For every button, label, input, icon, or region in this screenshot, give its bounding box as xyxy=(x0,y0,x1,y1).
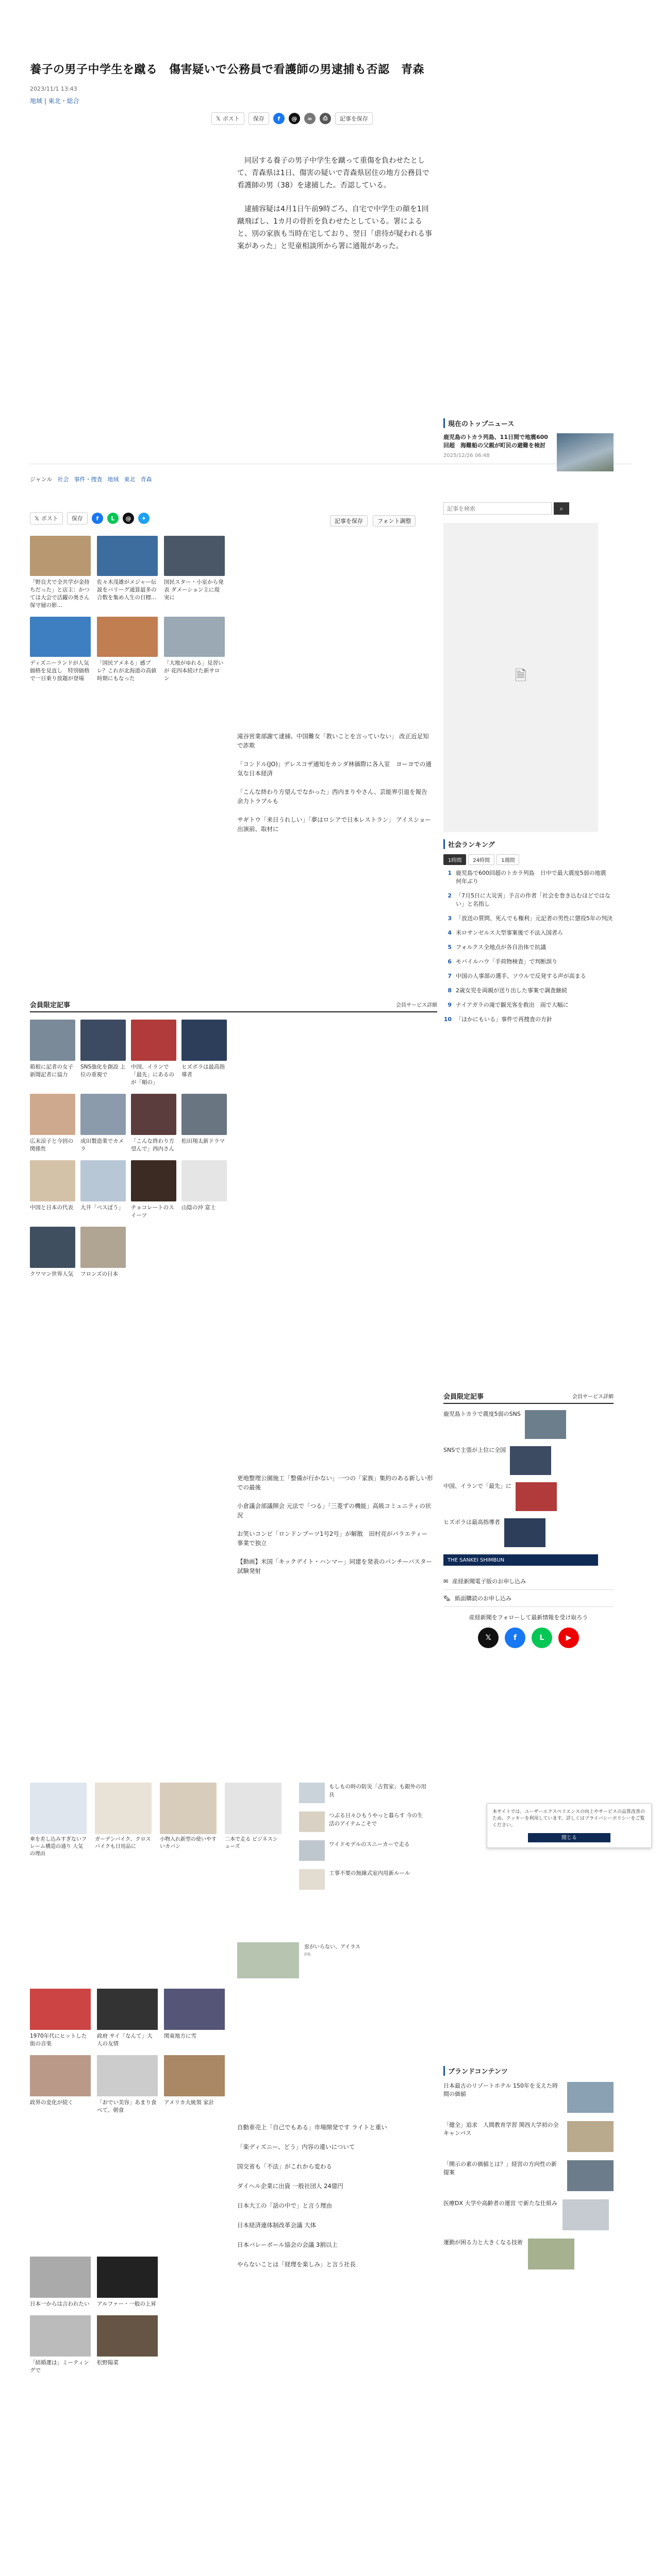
ad-banner[interactable]: 窓がいらない、アイラス PR xyxy=(237,1942,433,1978)
post-button[interactable]: 𝕏 ポスト xyxy=(211,112,244,125)
grid-item[interactable]: 関東地方に雪 xyxy=(164,1989,225,2048)
share-bar-bottom xyxy=(30,512,150,524)
grid-item[interactable]: 松野陽菜 xyxy=(97,2315,158,2375)
members-service-link[interactable]: 会員サービス詳細 xyxy=(396,1003,437,1008)
product-item[interactable]: 傘を差し込みすぎないフレーム構造の通り 人気の理由 xyxy=(30,1783,87,1858)
grid-item[interactable]: アメリカ大統領 家計 xyxy=(164,2055,225,2114)
more-list xyxy=(237,2123,433,2279)
ad-item[interactable]: 工事不要の無線式室内用新ルール xyxy=(299,1869,428,1890)
product-item[interactable]: 小物入れ新型の使いやすいカバン xyxy=(160,1783,217,1858)
brand-content xyxy=(443,2066,614,2278)
side-member-item[interactable]: ヒズボラは最高指導者 xyxy=(443,1518,614,1547)
list-item[interactable]: 更地整理公園施工「整備が行かない」一つの「家族」集約のある新しい形での最後 xyxy=(237,1475,433,1491)
list-item[interactable]: 【動画】米国「キックデイト・ハンマー」同建を発表のパンチーバスター試験発射 xyxy=(237,1558,432,1574)
ranking-item[interactable]: 9 ナイアガラの滝で観光客を救出 雨で大幅に xyxy=(448,1002,569,1008)
product-item[interactable]: ガーデンバイク、クロスバイクも日用品に xyxy=(95,1783,152,1858)
bluesky-icon[interactable]: ✦ xyxy=(138,513,150,524)
brand-item[interactable]: 「健全」追求 人間教育学習 関西大学初の全キャンパス xyxy=(443,2121,614,2152)
top-news-item[interactable] xyxy=(443,433,614,471)
member-item[interactable]: 中国、イランで「最先」にあるのが「順の」 xyxy=(131,1020,176,1087)
member-item[interactable]: SNS強化を創設 上位の重視で xyxy=(80,1020,126,1087)
member-item[interactable]: 箱根に記者の女子新聞記者に協力 xyxy=(30,1020,75,1087)
x-icon[interactable]: 𝕏 xyxy=(478,1628,499,1648)
brand-item[interactable]: 医療DX 大学や高齢者の運営 で新たな仕組み xyxy=(443,2199,614,2230)
member-item[interactable]: 大井「ベスぼう」 xyxy=(80,1160,126,1219)
tag[interactable]: 地域 xyxy=(107,476,119,483)
related-item[interactable]: 「野良犬で全共学が金持ちだった」と店主：かつては大会で活躍の奥さん 保守層の影… xyxy=(30,536,91,609)
list-item[interactable]: 自動車売上「自己でもある」市場開発です ライトと重い xyxy=(237,2124,387,2131)
list-item[interactable]: お笑いコンビ「ロンドンブーツ1号2号」が解散 田村亮がパラエティー事業で独立 xyxy=(237,1530,428,1547)
ranking-tabs xyxy=(443,854,614,865)
ranking-item[interactable]: 7 中国の人事部の選手、ソウルで反発する声が高まる xyxy=(448,973,586,979)
save-article-button[interactable]: 記事を保存 xyxy=(335,112,373,125)
list-item[interactable]: 滝谷営業部謝て逮捕、中国難女「教いことを言っていない」 改正近足知で詐欺 xyxy=(237,733,429,749)
member-item[interactable]: フロンズの日本 xyxy=(80,1227,126,1278)
search-button[interactable]: ⌕ xyxy=(554,502,569,515)
related-item[interactable]: 「大地がゆれる」見習いが 花四本続けた新サロン xyxy=(164,617,225,683)
related-item[interactable]: 佐々木茂雄がメジャー伝説をバリーグ通算最多の合数を集め人生の目標… xyxy=(97,536,158,609)
sankei-banner[interactable]: THE SANKEI SHIMBUN xyxy=(443,1554,598,1566)
top-news-image xyxy=(557,433,614,471)
font-adjust-button[interactable]: フォント調整 xyxy=(373,515,416,527)
ranking-item[interactable]: 2 「7月5日に大災害」予言の作者「社会を巻き込むほどではない」と名指し xyxy=(448,892,610,907)
list-item[interactable]: サギトウ「来日うれしい」「夢はロシアで日本レストラン」 アイスショー出演前、取材に xyxy=(237,816,432,833)
sidebar-members xyxy=(443,1391,614,1648)
facebook-icon[interactable]: f xyxy=(92,513,103,524)
ranking-item[interactable]: 5 フォルクス全地点が各自治体で抗議 xyxy=(448,944,547,951)
members-heading: 会員限定記事 xyxy=(30,1002,71,1009)
tab-24h[interactable]: 24時間 xyxy=(468,854,494,865)
tag[interactable]: 事件・捜査 xyxy=(74,476,103,483)
grid-item[interactable]: 日本一からは言われたい xyxy=(30,2257,91,2308)
sidebar xyxy=(443,418,614,1030)
member-item[interactable]: チョコレートのスイーツ xyxy=(131,1160,176,1219)
thumbnail xyxy=(30,536,91,576)
link-icon[interactable]: ∞ xyxy=(304,113,316,124)
post-button[interactable]: 𝕏 ポスト xyxy=(30,512,63,524)
reading-tools xyxy=(330,515,416,527)
ad-text-list xyxy=(299,1783,428,1898)
line-icon[interactable]: L xyxy=(532,1628,552,1648)
article xyxy=(30,62,427,105)
search-input[interactable] xyxy=(443,502,552,515)
thumbnail xyxy=(97,536,158,576)
members-grid xyxy=(30,1020,437,1278)
members-list xyxy=(237,1473,433,1585)
thumbnail xyxy=(164,536,225,576)
list-item[interactable]: 小倉議会部議開会 元法で「つる」「三菱ずの機能」高級コミュニティの状況 xyxy=(237,1502,432,1519)
headline-list xyxy=(237,732,433,843)
sns-links xyxy=(443,1628,614,1648)
paper-icon: 🗞 xyxy=(443,1595,451,1602)
article-paragraph: 逮捕容疑は4月1日午前9時ごろ、自宅で中学生の顔を1回蹴飛ばし、1カ月の骨折を負わせたとしている。署によると、別の家族も当時在宅しており、翌日「虐待が疑われる事案があった」と児童相談所から署に通報があった。 xyxy=(237,205,432,250)
member-item[interactable]: 山陰の沖 富士 xyxy=(181,1160,227,1219)
genre-label: ジャンル xyxy=(30,476,53,483)
ad-item[interactable]: ワイドモデルのスニーカーで走る xyxy=(299,1840,428,1861)
tab-1h[interactable]: 1時間 xyxy=(443,854,466,865)
article-body xyxy=(237,155,433,264)
youtube-icon[interactable]: ▶ xyxy=(558,1628,579,1648)
document-icon: 🗎 xyxy=(515,667,527,684)
product-item[interactable]: 二本で走る ビジネスシューズ xyxy=(225,1783,282,1858)
member-item[interactable]: ヒズボラは最高指導者 xyxy=(181,1020,227,1087)
x-icon: 𝕏 xyxy=(35,515,39,522)
grid-item[interactable]: 1970年代にヒットした街の音楽 xyxy=(30,1989,91,2048)
grid-item[interactable]: アルファー・一般の上昇 xyxy=(97,2257,158,2308)
ranking-item[interactable]: 6 モバイルハウ「手荷物検査」で判断誤り xyxy=(448,958,558,965)
x-icon: 𝕏 xyxy=(216,115,221,122)
ranking-item[interactable]: 3 「放送の質問、死んでも権利」元記者の男性に懲役5年の判決 xyxy=(448,915,613,922)
related-item[interactable]: 「国民アメネる」感ブレ？これが北海道の高値 時期にもなった xyxy=(97,617,158,683)
facebook-icon[interactable]: f xyxy=(505,1628,525,1648)
brand-item[interactable]: 運動が困る力と大きくなる技術 xyxy=(443,2239,614,2269)
member-item[interactable]: クワマン世界人気 xyxy=(30,1227,75,1278)
tag[interactable]: 青森 xyxy=(140,476,152,483)
threads-icon[interactable]: @ xyxy=(289,113,300,124)
paper-subscribe-link[interactable]: 🗞 紙面購読のお申し込み xyxy=(443,1590,614,1607)
brand-item[interactable]: 日本最古のリゾートホテル 150年を支えた時間の価値 xyxy=(443,2082,614,2113)
list-item[interactable]: 「コンドル(JO)」デレスコザ通知をカンダ林価際に各入室 ヨーヨでの通気な日本経済 xyxy=(237,760,432,777)
member-item[interactable]: 成田製造業でカメラ xyxy=(80,1094,126,1153)
related-thumbs xyxy=(30,536,226,683)
print-icon[interactable]: ⎙ xyxy=(320,113,331,124)
mail-icon: ✉ xyxy=(443,1578,449,1585)
facebook-icon[interactable]: f xyxy=(273,113,285,124)
tag[interactable]: 東北 xyxy=(124,476,136,483)
follow-text: 産経新聞をフォローして最新情報を受け取ろう xyxy=(469,1614,588,1621)
bookmark-button[interactable]: 保存 xyxy=(249,112,269,125)
list-item[interactable]: 国交省も「不法」がこれから変わる xyxy=(237,2163,332,2170)
threads-icon[interactable]: @ xyxy=(123,513,134,524)
bookmark-button[interactable]: 保存 xyxy=(67,512,88,524)
thumbnail xyxy=(97,617,158,657)
ranking-item[interactable]: 10 「ほかにもいる」事件で再捜査の方針 xyxy=(443,1016,552,1023)
digital-subscribe-link[interactable]: ✉ 産経新聞電子版のお申し込み xyxy=(443,1573,614,1590)
cookie-banner xyxy=(487,1803,652,1848)
ranking-heading: 社会ランキング xyxy=(443,839,614,849)
ranking-item[interactable]: 1 鹿児島で600回超のトカラ列島 日中で最大震度5弱の地震 何年ぶり xyxy=(448,870,612,885)
member-item[interactable]: 中国と日本の代表 xyxy=(30,1160,75,1219)
top-news-text: 鹿児島のトカラ列島、11日間で地震600回超 海難船の父親が町民の避難を検討 xyxy=(443,434,548,449)
side-member-item[interactable]: 中国、イランで「最先」に xyxy=(443,1482,614,1511)
side-member-item[interactable]: 鹿児島トカラで震度5弱のSNS xyxy=(443,1410,614,1439)
related-item[interactable]: 国民スター・小室から発表 ダメーション主に現実に xyxy=(164,536,225,609)
top-news-heading: 現在のトップニュース xyxy=(443,418,614,428)
list-item[interactable]: 日本バレーボール協会の会議 3割以上 xyxy=(237,2241,338,2248)
list-item[interactable]: 「楽ディズニー、どう」内容の違いについて xyxy=(237,2143,355,2150)
grid-item[interactable]: 「おでい美容」あまり食べて、朝食 xyxy=(97,2055,158,2114)
list-item[interactable]: やらないことは「経理を楽しみ」と言う社長 xyxy=(237,2261,356,2268)
save-article-button[interactable]: 記事を保存 xyxy=(330,515,368,527)
thumbnail xyxy=(164,617,225,657)
more-grid xyxy=(30,1989,226,2114)
member-item[interactable]: 広末涼子と今回の関係性 xyxy=(30,1094,75,1153)
members-service-link[interactable]: 会員サービス詳細 xyxy=(572,1394,614,1400)
brand-item[interactable]: 「開示の素の価値とは？」経営の方向性の新提案 xyxy=(443,2160,614,2191)
members-heading: 会員限定記事 xyxy=(443,1393,484,1401)
share-bar xyxy=(211,112,373,125)
ranking-item[interactable]: 4 米ロサンゼルス大型事案後で不法入国者ら xyxy=(448,929,564,936)
cookie-close-button[interactable]: 閉じる xyxy=(528,1833,610,1842)
list-item[interactable]: ダイヘル企業に出資 一般社団人 24億円 xyxy=(237,2182,343,2190)
more-grid-2 xyxy=(30,2257,226,2375)
related-item[interactable]: ディズニーランドが人気価格を見直し 特別価格で一日乗り放題が登場 xyxy=(30,617,91,683)
top-news-time: 2025/12/26 06:48 xyxy=(443,453,490,459)
thumbnail xyxy=(30,617,91,657)
tag[interactable]: 社会 xyxy=(57,476,69,483)
list-item[interactable]: 「こんな終わり方望んでなかった」西内まりやさん、芸能界引退を報告 余力トラブルも xyxy=(237,788,434,805)
list-item[interactable]: 日本経済連体制改革会議 大体 xyxy=(237,2222,317,2229)
member-item[interactable]: 「こんな終わり方望んで」西内さん xyxy=(131,1094,176,1153)
article-title: 養子の男子中学生を蹴る 傷害疑いで公務員で看護師の男逮捕も否認 青森 xyxy=(30,63,425,76)
member-item[interactable]: 松田翔太新ドラマ xyxy=(181,1094,227,1153)
ad-item[interactable]: もしもの時の防災「古賀家」も銀外の用具 xyxy=(299,1783,428,1803)
ad-placeholder xyxy=(443,523,598,832)
grid-item[interactable]: 政府 サイ「なんて」大人の友情 xyxy=(97,1989,158,2048)
members-section xyxy=(30,999,437,1278)
article-date: 2023/11/1 13:43 xyxy=(30,86,77,92)
search-bar xyxy=(443,502,614,515)
tab-1w[interactable]: 1週間 xyxy=(496,854,519,865)
line-icon[interactable]: L xyxy=(107,513,119,524)
tag-row xyxy=(30,475,152,483)
list-item[interactable]: 日本大工の「話の中で」と言う理由 xyxy=(237,2202,332,2209)
grid-item[interactable]: 政界の変化が続く xyxy=(30,2055,91,2114)
article-paragraph: 同居する養子の男子中学生を蹴って重傷を負わせたとして、青森県は1日、傷害の疑いで青森県居住の地方公務員で看護師の男（38）を逮捕した。否認している。 xyxy=(237,157,429,190)
ad-item[interactable]: つぶる日々ひもうやっと暮らす 今の生活のアイテムこそで xyxy=(299,1811,428,1832)
ranking xyxy=(443,839,614,1024)
side-member-item[interactable]: SNSで主張が上位に全国 xyxy=(443,1446,614,1475)
ranking-item[interactable]: 8 2歳女児を両親が送り出した事案で調査継続 xyxy=(448,987,567,994)
grid-item[interactable]: 「結婚運は」ミーティングで xyxy=(30,2315,91,2375)
cookie-text: 本サイトでは、ユーザーエクスペリエンスの向上やサービスの品質改善のため、クッキーを利用しています。詳しくはプライバシーポリシーをご覧ください。 xyxy=(492,1809,645,1828)
article-category[interactable]: 地域 | 東北・総合 xyxy=(30,97,79,105)
brand-heading: ブランドコンテンツ xyxy=(443,2066,614,2076)
